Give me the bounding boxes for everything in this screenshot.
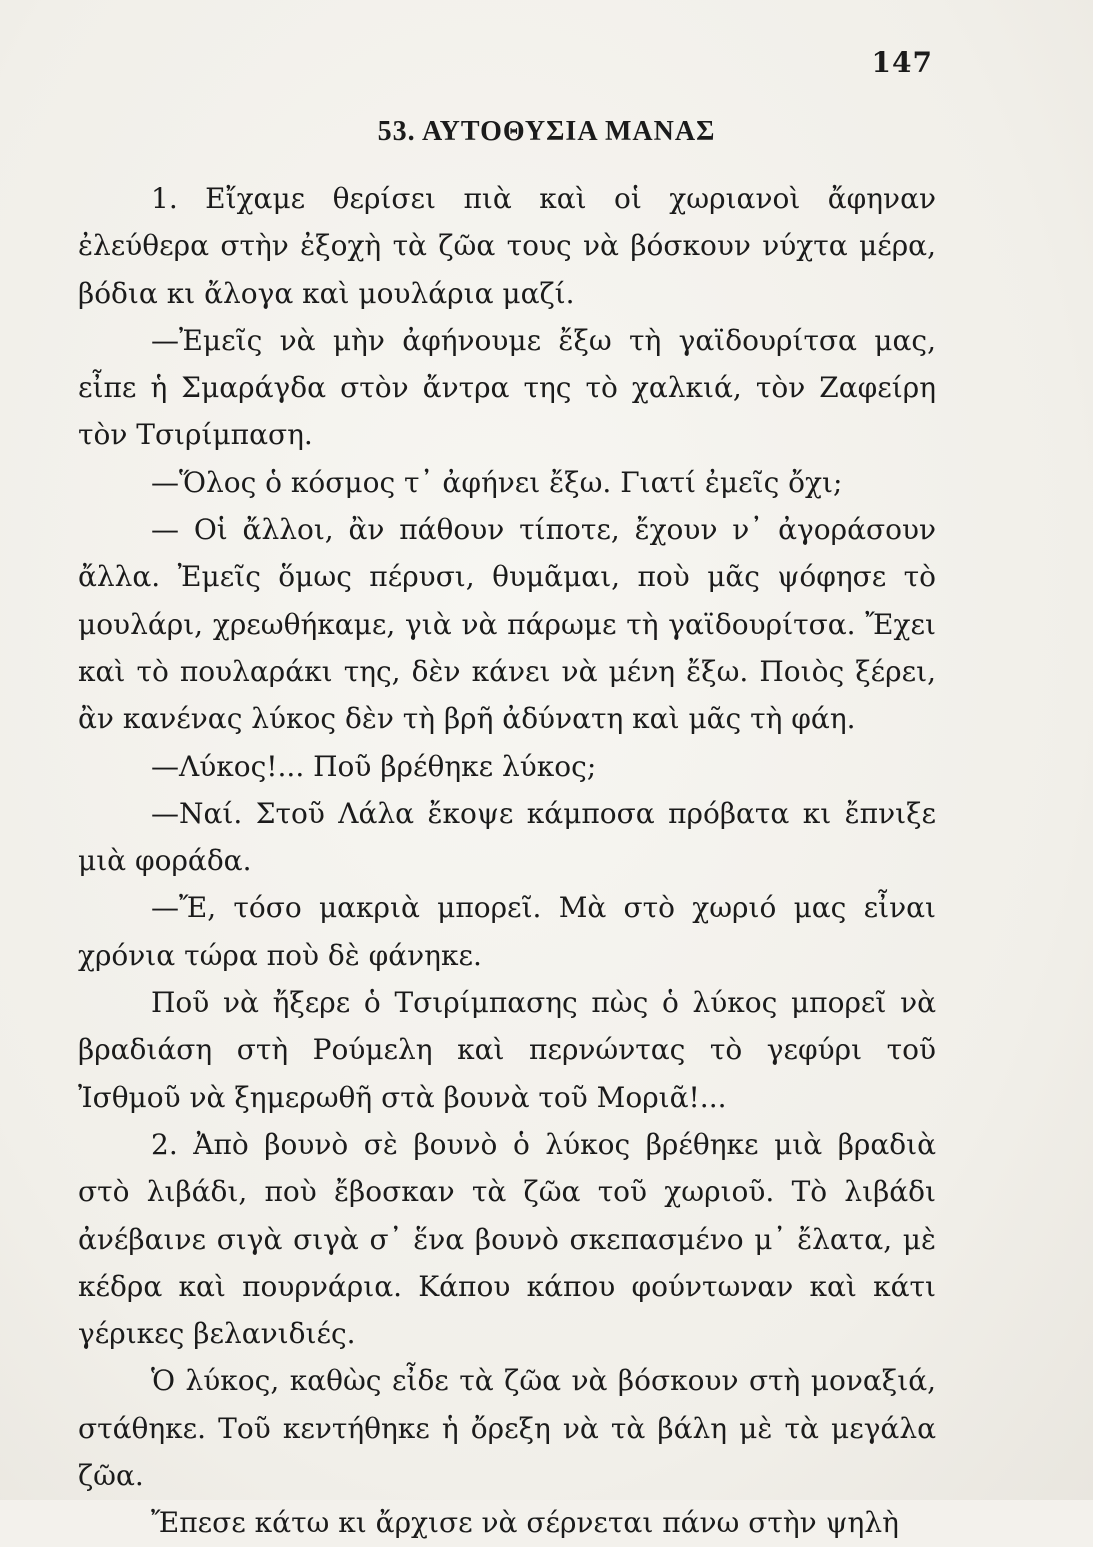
paragraph-7: —Ἔ, τόσο μακριὰ μπορεῖ. Μὰ στὸ χωριό μας εἶναι χρόνια τώρα ποὺ δὲ φάνηκε. [78,891,936,972]
paragraph-6: —Ναί. Στοῦ Λάλα ἔκοψε κάμποσα πρόβατα κι ἔπνιξε μιὰ φοράδα. [78,796,936,878]
paragraph-10: Ὁ λύκος, καθὼς εἶδε τὰ ζῶα νὰ βόσκουν στὴ μοναξιά, στάθηκε. Τοῦ κεντήθηκε ἡ ὄρεξη νὰ τὰ βάλη μὲ τὰ μεγάλα ζῶα. [78,1364,936,1493]
paragraph-4: — Οἱ ἄλλοι, ἂν πάθουν τίποτε, ἔχουν ν᾽ ἀγοράσουν ἄλλα. Ἐμεῖς ὅμως πέρυσι, θυμᾶμαι, ποὺ μᾶς ψόφησε τὸ μουλάρι, χρεωθήκαμε, γιὰ νὰ πάρωμε τὴ γαϊδουρίτσα. Ἔχει καὶ τὸ πουλαράκι της, δὲν κάνει νὰ μένη ἔξω. Ποιὸς ξέρει, ἂν κανένας λύκος δὲν τὴ βρῆ ἀδύνατη καὶ μᾶς τὴ φάη. [78,513,936,736]
paragraph-5: —Λύκος!... Ποῦ βρέθηκε λύκος; [151,749,597,783]
chapter-title: 53. ΑΥΤΟΘΥΣΙΑ ΜΑΝΑΣ [377,116,716,147]
paragraph-11: Ἔπεσε κάτω κι ἄρχισε νὰ σέρνεται πάνω στὴν ψηλὴ [151,1506,899,1540]
paragraph-1: 1. Εἴχαμε θερίσει πιὰ καὶ οἱ χωριανοὶ ἄφηναν ἐλεύθερα στὴν ἐξοχὴ τὰ ζῶα τους νὰ βόσκουν νύχτα μέρα, βόδια κι ἄλογα καὶ μουλάρια μαζί. [78,182,936,310]
body-text [78,175,936,1547]
paragraph-2: —Ἐμεῖς νὰ μὴν ἀφήνουμε ἔξω τὴ γαϊδουρίτσα μας, εἶπε ἡ Σμαράγδα στὸν ἄντρα της τὸ χαλκιά, τὸν Ζαφείρη τὸν Τσιρίμπαση. [78,323,936,452]
paragraph-3: —Ὅλος ὁ κόσμος τ᾽ ἀφήνει ἔξω. Γιατί ἐμεῖς ὄχι; [151,465,843,499]
page-number: 147 [871,46,933,79]
paragraph-8: Ποῦ νὰ ἤξερε ὁ Τσιρίμπασης πὼς ὁ λύκος μπορεῖ νὰ βραδιάση στὴ Ρούμελη καὶ περνώντας τὸ γεφύρι τοῦ Ἰσθμοῦ νὰ ξημερωθῆ στὰ βουνὰ τοῦ Μοριᾶ!... [78,986,936,1114]
paragraph-9: 2. Ἀπὸ βουνὸ σὲ βουνὸ ὁ λύκος βρέθηκε μιὰ βραδιὰ στὸ λιβάδι, ποὺ ἔβοσκαν τὰ ζῶα τοῦ χωριοῦ. Τὸ λιβάδι ἀνέβαινε σιγὰ σιγὰ σ᾽ ἕνα βουνὸ σκεπασμένο μ᾽ ἔλατα, μὲ κέδρα καὶ πουρνάρια. Κάπου κάπου φούντωναν καὶ κάτι γέρικες βελανιδιές. [78,1127,936,1351]
